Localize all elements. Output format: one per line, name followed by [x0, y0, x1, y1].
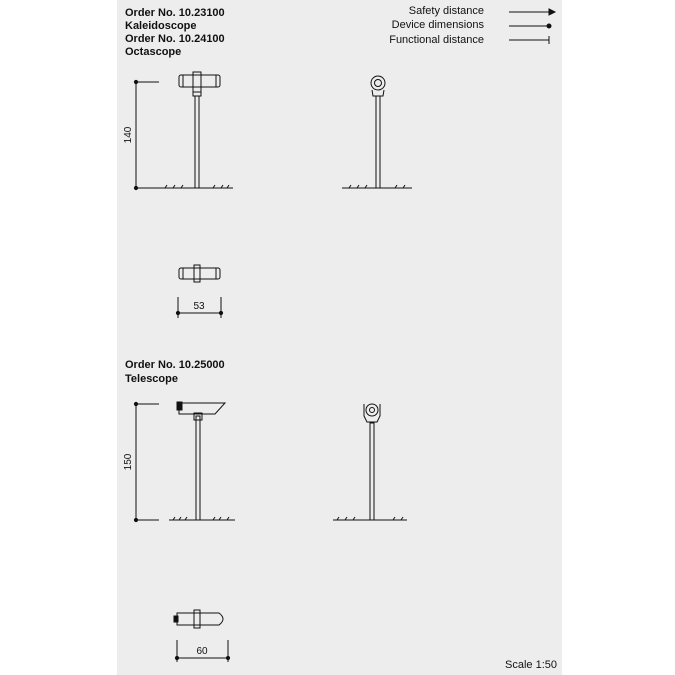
telescope-width-label: 60 — [196, 646, 208, 657]
product-name-octascope: Octascope — [125, 46, 182, 58]
kaleidoscope-height-label: 140 — [123, 126, 134, 144]
legend-functional-label: Functional distance — [389, 34, 484, 46]
product-name-telescope: Telescope — [125, 373, 178, 385]
kaleidoscope-width-label: 53 — [193, 301, 205, 312]
telescope-height-label: 150 — [123, 453, 134, 471]
legend-safety-arrow-icon — [509, 9, 555, 15]
legend-functional-bar-icon — [509, 36, 549, 44]
scale-label: Scale 1:50 — [505, 659, 557, 671]
legend-device-label: Device dimensions — [391, 19, 484, 31]
telescope-front-view — [134, 402, 235, 522]
legend-safety-label: Safety distance — [408, 5, 484, 17]
technical-drawing — [117, 0, 562, 675]
telescope-side-view — [333, 404, 407, 520]
drawing-sheet — [117, 0, 562, 675]
order-number-octascope: Order No. 10.24100 — [125, 33, 225, 45]
order-number-kaleidoscope: Order No. 10.23100 — [125, 7, 225, 19]
product-name-kaleidoscope: Kaleidoscope — [125, 20, 197, 32]
kaleidoscope-front-view — [134, 72, 233, 190]
legend-device-dot-icon — [509, 24, 551, 28]
order-number-telescope: Order No. 10.25000 — [125, 359, 225, 371]
kaleidoscope-side-view — [342, 76, 412, 188]
